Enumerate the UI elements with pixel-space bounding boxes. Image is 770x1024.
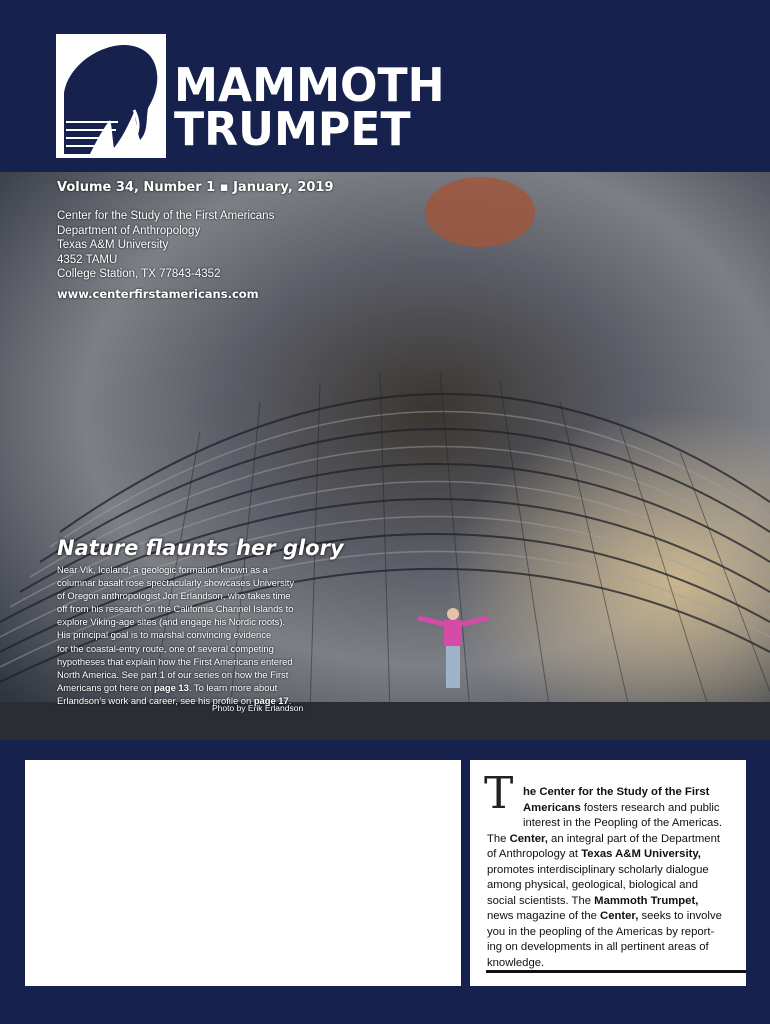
caption-line: His principal goal is to marshal convincing evidence (57, 629, 272, 641)
about-bold: Center, (509, 832, 548, 845)
about-bold: Americans (523, 801, 581, 814)
address-line: Center for the Study of the First Americans (57, 210, 275, 222)
about-line (487, 801, 743, 817)
about-span: social scientists. The (487, 894, 595, 907)
caption-line: hypotheses that explain how the First Americans entered (57, 655, 293, 667)
about-bold: Mammoth Trumpet, (594, 894, 699, 907)
caption-line: North America. See part 1 of our series on how the First (57, 668, 289, 680)
caption-text: . (288, 694, 292, 706)
about-span: of Anthropology at (487, 848, 582, 860)
blank-panel (25, 760, 461, 986)
publisher-address (57, 209, 274, 282)
caption-line (57, 681, 307, 694)
photo-credit: Photo by Erik Erlandson (212, 703, 304, 713)
about-line (487, 847, 743, 863)
about-span: The (487, 832, 510, 845)
about-line: among physical, geological, biological and (487, 879, 699, 891)
address-line: Texas A&M University (57, 239, 169, 251)
masthead-title-line2: TRUMPET (174, 102, 411, 156)
caption-text: Erlandson’s work and career, see his profile on (57, 694, 254, 706)
address-line: Department of Anthropology (57, 224, 201, 237)
caption-line: explore Viking-age sites (and engage his Nordic roots). (57, 616, 286, 628)
page-reference: page 17 (253, 694, 289, 706)
address-line: College Station, TX 77843-4352 (57, 268, 221, 280)
about-line: you in the peopling of the Americas by report- (487, 925, 715, 938)
about-line: ing on developments in all pertinent areas of (487, 941, 709, 953)
masthead-title-line1: MAMMOTH (174, 58, 445, 112)
website-link[interactable]: www.centerfirstamericans.com (57, 287, 259, 301)
address-line: 4352 TAMU (57, 253, 118, 266)
about-span: seeks to involve (638, 910, 722, 922)
caption-text: . To learn more about (188, 681, 278, 693)
cover-headline: Nature flaunts her glory (57, 536, 344, 560)
issue-volume-line: Volume 34, Number 1 ▪ January, 2019 (57, 180, 334, 195)
about-span: news magazine of the (487, 910, 601, 922)
dropcap-letter: T (484, 768, 514, 819)
about-bold: Center, (600, 910, 639, 922)
about-line (487, 894, 743, 910)
caption-line: of Oregon anthropologist Jon Erlandson, who takes time (57, 590, 291, 602)
caption-line: columnar basalt rose spectacularly showcases University (57, 577, 295, 589)
about-line (487, 832, 743, 848)
about-text (487, 785, 743, 971)
caption-line: Near Vik, Iceland, a geologic formation known as a (57, 564, 268, 575)
about-bold: Texas A&M University, (581, 848, 701, 860)
about-divider (486, 970, 746, 973)
about-line: knowledge. (487, 956, 545, 969)
about-bold: he Center for the Study of the First (523, 786, 710, 798)
about-line: interest in the Peopling of the Americas. (523, 817, 723, 829)
mammoth-logo-icon (56, 34, 166, 158)
caption-line: off from his research on the California Channel Islands to (57, 603, 294, 615)
about-line: promotes interdisciplinary scholarly dialogue (487, 863, 709, 876)
cover-caption (57, 563, 307, 707)
caption-line: for the coastal-entry route, one of several competing (57, 642, 274, 654)
about-line (487, 785, 743, 801)
about-line (487, 909, 743, 925)
about-span: fosters research and public (580, 801, 720, 814)
caption-text: Americans got here on (57, 681, 154, 693)
about-span: an integral part of the Department (547, 832, 720, 845)
page-reference: page 13 (153, 681, 189, 693)
